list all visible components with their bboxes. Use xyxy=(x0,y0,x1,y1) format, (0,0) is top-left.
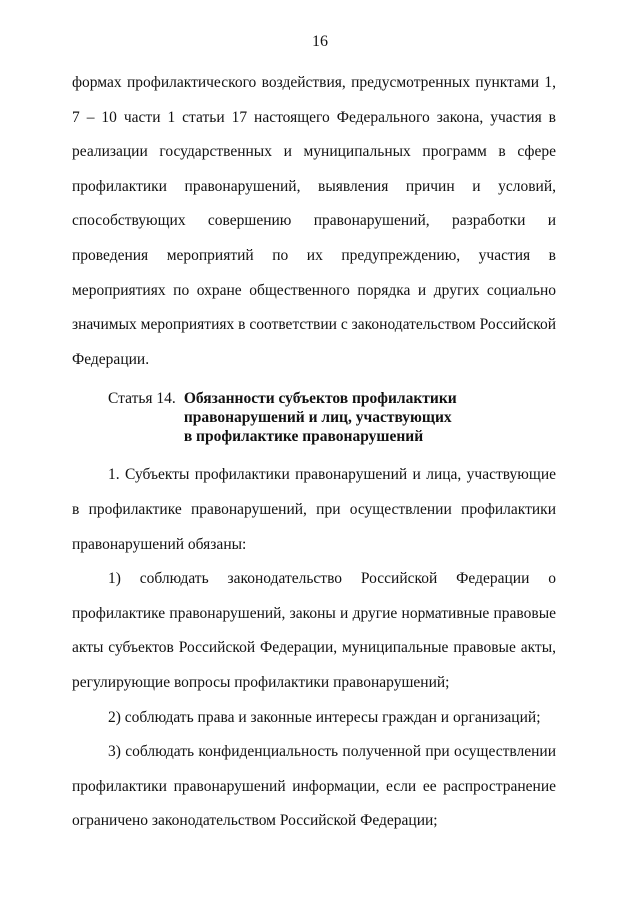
article-title xyxy=(184,389,457,446)
paragraph-clause-1: 1. Субъекты профилактики правонарушений и лица, участвующие в профилактике правонарушений, при осуществлении профилактики правонарушений обязаны: xyxy=(72,466,556,553)
document-body xyxy=(72,66,556,839)
article-heading xyxy=(72,389,556,446)
article-title-line: Обязанности субъектов профилактики xyxy=(183,390,457,408)
paragraph-item-1: 1) соблюдать законодательство Российской Федерации о профилактике правонарушений, законы и другие нормативные правовые акты субъектов Российской Федерации, муниципальные правовые акты, регулирующие вопросы профилактики правонарушений; xyxy=(72,570,556,691)
paragraph-item-3: 3) соблюдать конфиденциальность полученной при осуществлении профилактики правонарушений информации, если ее распространение ограничено законодательством Российской Федерации; xyxy=(72,743,556,830)
article-title-line: правонарушений и лиц, участвующих xyxy=(183,409,452,427)
page-number: 16 xyxy=(312,33,328,50)
article-label: Статья 14. xyxy=(108,390,176,408)
paragraph-continuation: формах профилактического воздействия, предусмотренных пунктами 1, 7 – 10 части 1 статьи 17 настоящего Федерального закона, участия в реализации государственных и муниципальных программ в сфере профилактики правонарушений, выявления причин и условий, способствующих совершению правонарушений, разработки и проведения мероприятий по их предупреждению, участия в мероприятиях по охране общественного порядка и других социально значимых мероприятиях в соответствии с законодательством Российской Федерации. xyxy=(72,74,556,368)
article-title-line: в профилактике правонарушений xyxy=(183,428,424,446)
paragraph-item-2: 2) соблюдать права и законные интересы граждан и организаций; xyxy=(108,708,541,726)
